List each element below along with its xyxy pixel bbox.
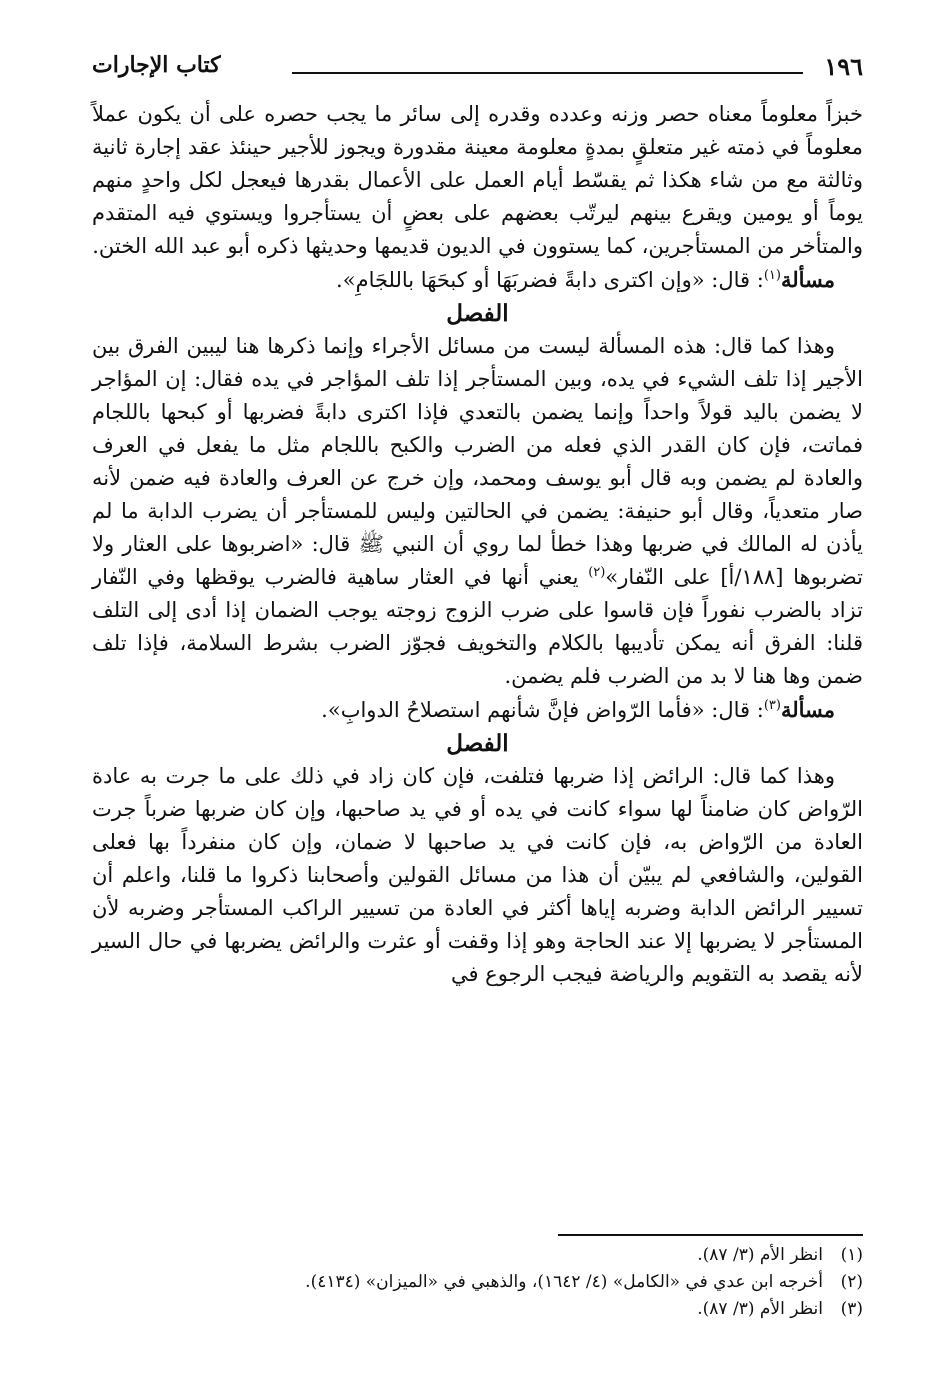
book-title: كتاب الإجارات	[92, 52, 221, 78]
masala-text: : قال: «وإن اكترى دابةً فضربَهَا أو كبحَهَا باللجَامِ».	[336, 268, 764, 292]
footnotes	[92, 1242, 863, 1323]
masala-label: مسألة	[780, 267, 835, 292]
paragraph-3: وهذا كما قال: الرائض إذا ضربها فتلفت، فإن كان زاد في ذلك على ما جرت به عادة الرّواض كان ضامناً لها سواء كانت في يده أو في يد صاحبها، وإن كان ضربها ضرباً جرت العادة من الرّواض به، فإن كانت في يد صاحبها لا ضمان، وإن كان منفرداً بها فعلى القولين، والشافعي لم يبيّن أن هذا من مسائل القولين وأصحابنا ذكروا ما قلنا، واعلم أن تسيير الرائض الدابة وضربه إياها أكثر في العادة من تسيير الراكب المستأجر وضربه لأن المستأجر لا يضربها إلا عند الحاجة وهو إذا وقفت أو عثرت والرائض يضربها في حال السير لأنه يقصد به التقويم والرياضة فيجب الرجوع في	[92, 764, 863, 986]
footnote-item	[92, 1296, 863, 1323]
page-number: ١٩٦	[824, 52, 863, 81]
masala-text: : قال: «فأما الرّواض فإنَّ شأنهم استصلاحُ الدوابِ».	[321, 698, 764, 722]
body-text	[92, 98, 863, 991]
footnote-number: (١)	[840, 1245, 863, 1265]
paragraph-1: خبزاً معلوماً معناه حصر وزنه وعدده وقدره إلى سائر ما يجب حصره على أن يكون عملاً معلوماً في ذمته غير متعلقٍ بمدةٍ معلومة معينة مقدورة ويجوز للأجير حينئذ عقد إجارة ثانية وثالثة مع من شاء هكذا ثم يقسّط أيام العمل على الأعمال بقدرها فيعجل لكل واحدٍ منهم يوماً أو يومين ويقرع بينهم ليرتّب بعضهم على بعضٍ أن يستأجروا ويستوي فيه المتقدم والمتأخر من المستأجرين، كما يستوون في الديون قديمها وحديثها ذكره أبو عبد الله الختن.	[92, 102, 864, 258]
footnote-ref-1[interactable]: (١)	[763, 268, 781, 283]
section-heading-2: الفصل	[446, 730, 509, 757]
section-heading-1: الفصل	[446, 300, 509, 327]
footnote-text: انظر الأم (٣/ ٨٧).	[697, 1245, 823, 1265]
footnote-item	[92, 1269, 863, 1296]
footnote-text: انظر الأم (٣/ ٨٧).	[697, 1299, 823, 1319]
footnote-divider	[558, 1234, 863, 1236]
footnote-ref-2[interactable]: (٢)	[588, 565, 606, 580]
footnote-number: (٢)	[840, 1272, 863, 1292]
page-header	[92, 50, 863, 90]
paragraph-2-continuation: يعني أنها في العثار ساهية فالضرب يوقظها وفي النّفار تزاد بالضرب نفوراً فإن قاسوا على ضرب الزوج زوجته يوجب الضمان إذا أدى إلى التلف قلنا: الفرق أنه يمكن تأديبها بالكلام والتخويف فجوّز الضرب بشرط السلامة، فإذا تلف ضمن وها هنا لا بد من الضرب فلم يضمن.	[92, 565, 863, 688]
masala-2	[92, 693, 863, 727]
paragraph-2-text: وهذا كما قال: هذه المسألة ليست من مسائل الأجراء وإنما ذكرها هنا ليبين الفرق بين الأجير إذا تلف الشيء في يده، وبين المستأجر إذا تلف المؤاجر في يده فقال: إن المؤاجر لا يضمن باليد قولاً واحداً وإنما يضمن بالتعدي فإذا اكترى دابةً فضربها أو كبحها باللجام فماتت، فإن كان القدر الذي فعله من الضرب والكبح باللجام مثل ما يفعل في العرف والعادة لم يضمن وبه قال أبو يوسف ومحمد، وإن خرج عن العرف والعادة فيه ضمن لأنه صار متعدياً، وقال أبو حنيفة: يضمن في الحالتين وليس للمستأجر أن يضرب الدابة ما لم يأذن له المالك في ضربها وهذا خطأ لما روي أن النبي ﷺ قال: «اضربوها على العثار ولا تضربوها [١٨٨/أ] على النّفار»	[92, 334, 863, 589]
footnote-item	[92, 1242, 863, 1269]
paragraph-2	[92, 330, 863, 693]
header-rule	[292, 72, 803, 74]
masala-label: مسألة	[780, 697, 835, 722]
footnote-text: أخرجه ابن عدي في «الكامل» (٤/ ١٦٤٢)، والذهبي في «الميزان» (٤١٣٤).	[305, 1272, 823, 1292]
footnote-ref-3[interactable]: (٣)	[763, 698, 781, 713]
footnote-number: (٣)	[840, 1299, 863, 1319]
masala-1	[92, 263, 863, 297]
